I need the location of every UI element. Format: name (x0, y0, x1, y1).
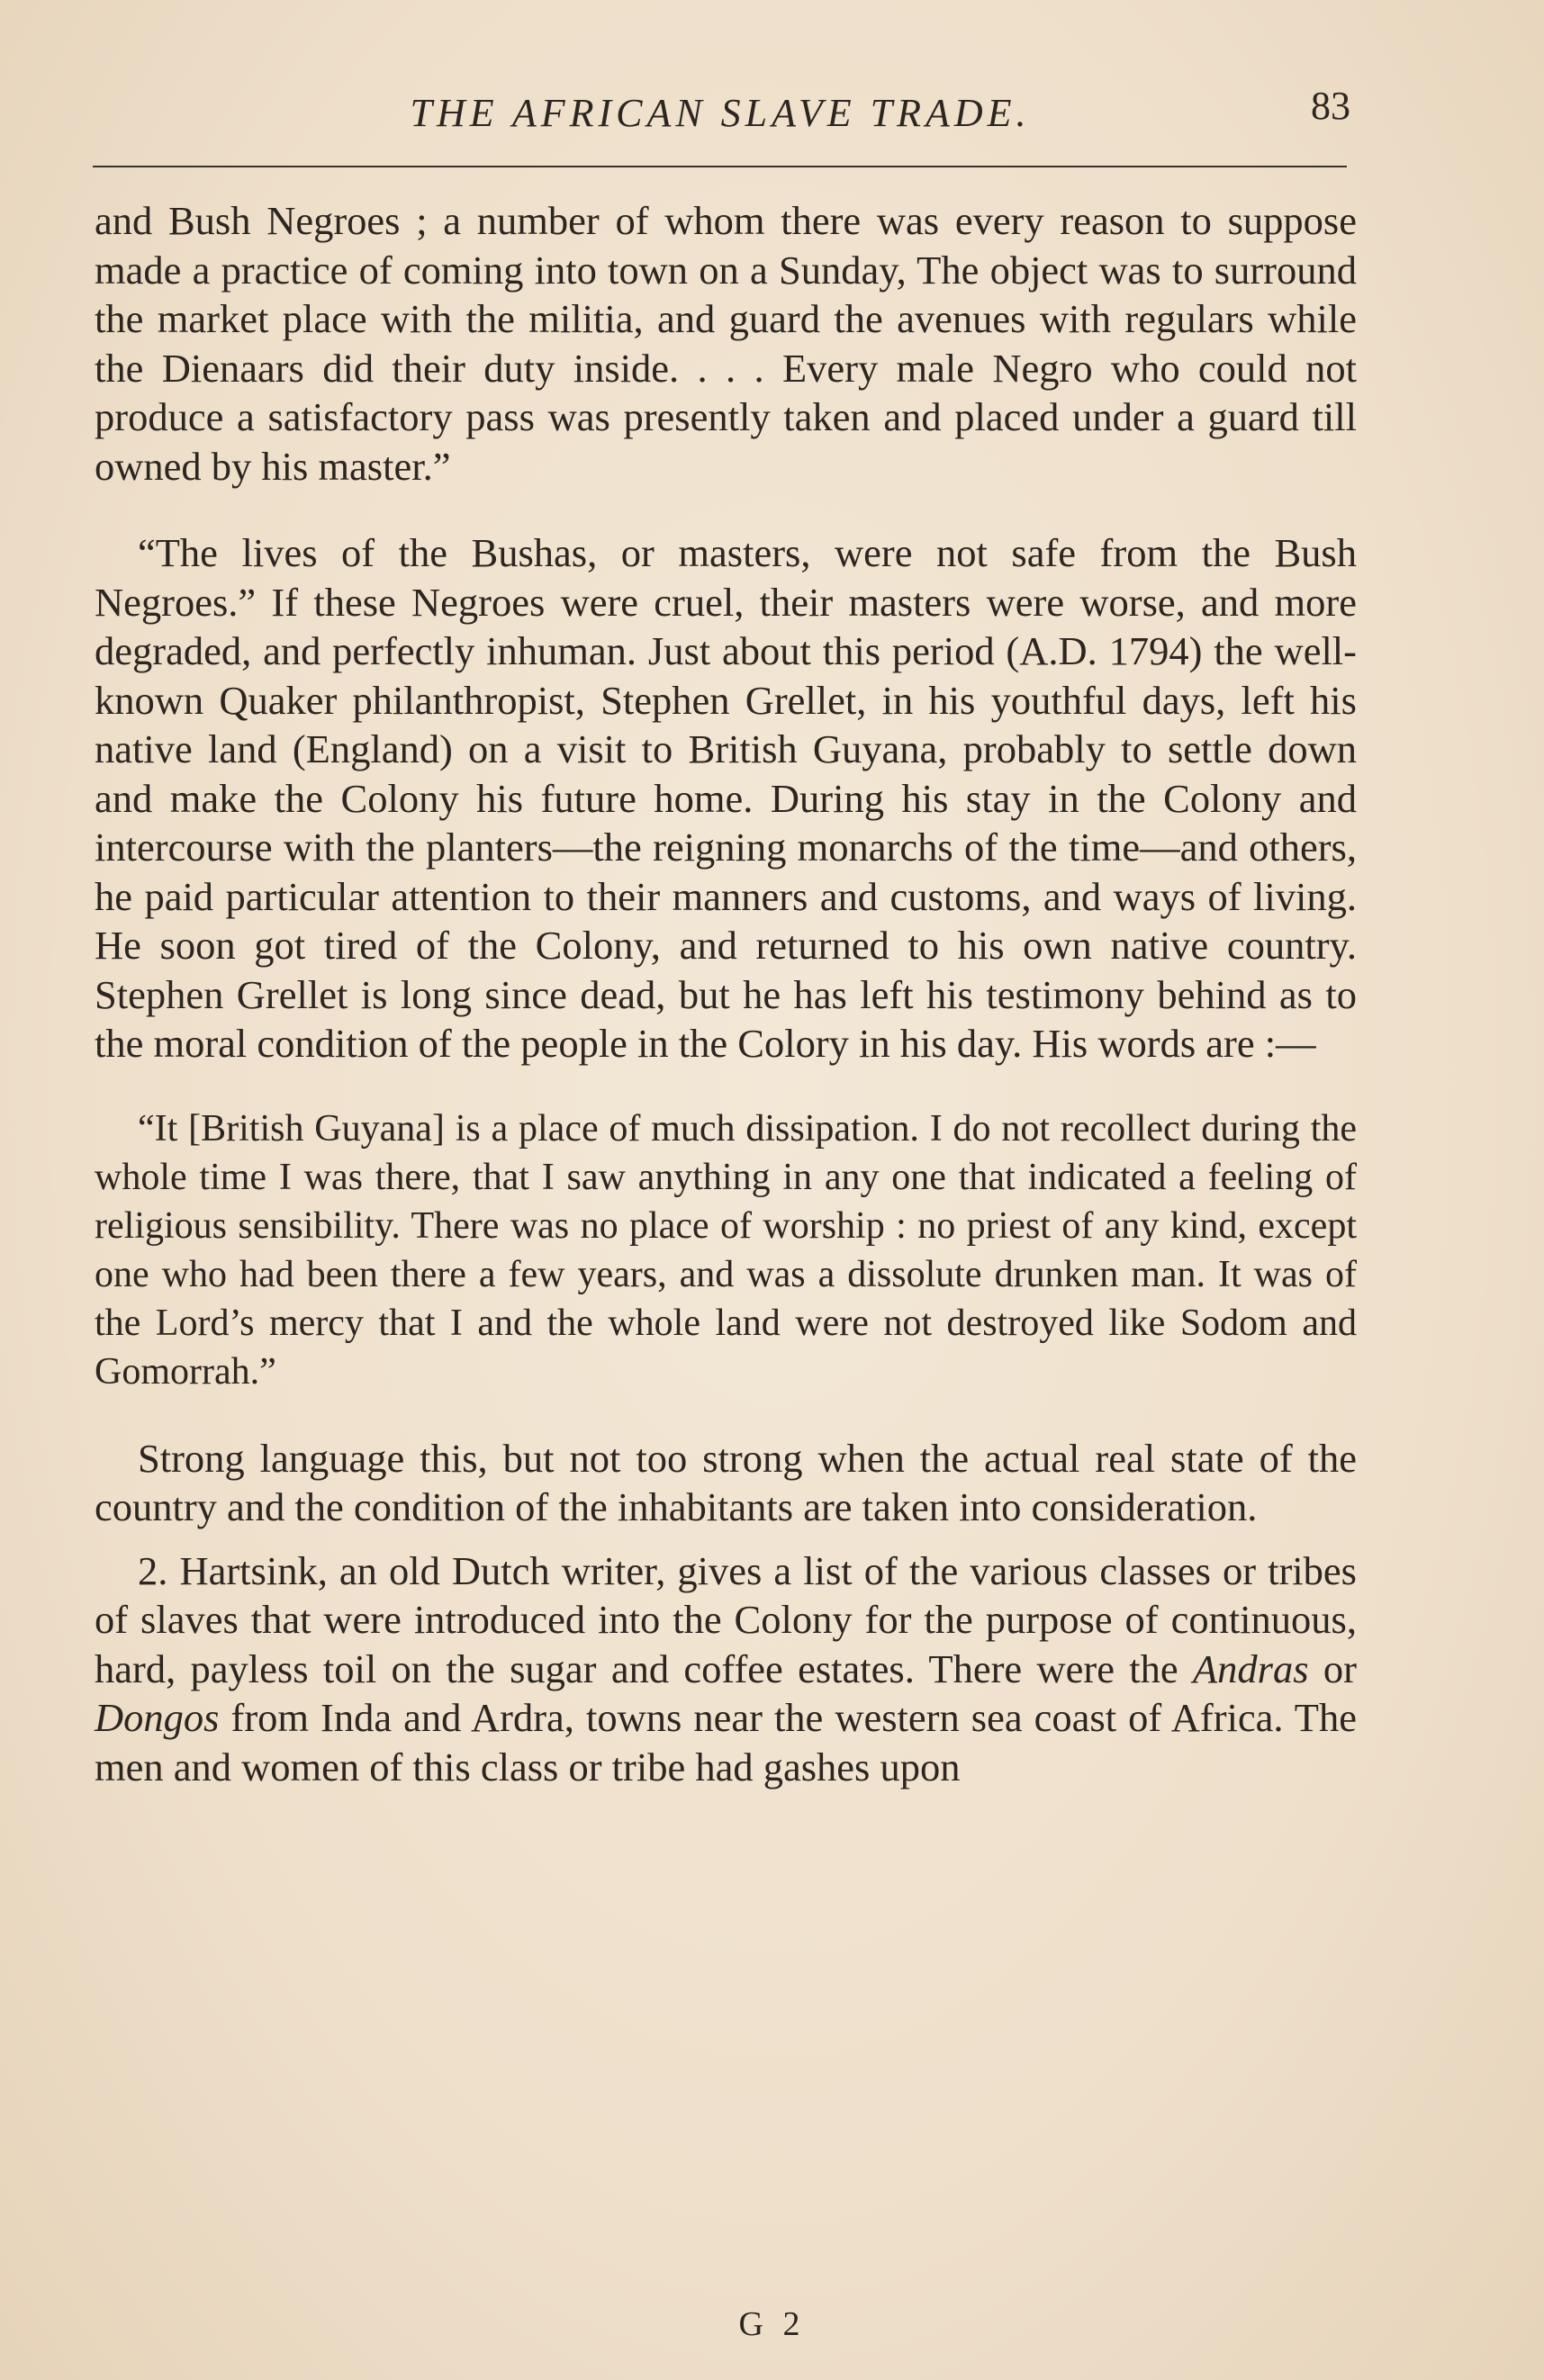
header-rule (93, 166, 1347, 167)
running-title: THE AFRICAN SLAVE TRADE. (410, 91, 1031, 135)
paragraph-2: “The lives of the Bushas, or masters, were not safe from the Bush Negroes.” If these Negroes were cruel, their masters were worse, and more degraded, and perfectly inhuman. Just about this period (A.D. 1794) the well-known Quaker philanthropist, Stephen Grellet, in his youthful days, left his native land (England) on a visit to British Guyana, probably to settle down and make the Colony his future home. During his stay in the Colony and intercourse with the planters—the reigning monarchs of the time—and others, he paid particular attention to their manners and customs, and ways of living. He soon got tired of the Colony, and returned to his own native country. Stephen Grellet is long since dead, but he has left his testimony behind as to the moral condition of the people in the Colory in his day. His words are :— (95, 530, 1357, 1066)
tribe-name-dongos: Dongos (95, 1695, 220, 1740)
quotation-paragraph: “It [British Guyana] is a place of much dissipation. I do not recollect during the whole time I was there, that I saw anything in any one that indicated a feeling of religious sensibility. There was no place of worship : no priest of any kind, except one who had been there a few years, and was a dissolute drunken man. It was of the Lord’s mercy that I and the whole land were not destroyed like Sodom and Gomorrah.” (95, 1107, 1357, 1393)
paragraph-5 (95, 1546, 1357, 1792)
paragraph-1: and Bush Negroes ; a number of whom there was every reason to suppose made a practice of coming into town on a Sunday, The object was to surround the market place with the militia, and guard the avenues with regulars while the Dienaars did their duty inside. . . . Every male Negro who could not produce a satisfactory pass was presently taken and placed under a guard till owned by his master.” (95, 198, 1357, 489)
body-text (95, 196, 1357, 1791)
running-head (90, 83, 1350, 155)
tribe-name-andras: Andras (1193, 1645, 1309, 1691)
page-number: 83 (1311, 84, 1350, 128)
paragraph-5-text-a: 2. Hartsink, an old Dutch writer, gives a list of the various classes or tribes of slaves that were introduced into the Colony for the purpose of continuous, hard, payless toil on the sugar and coffee estates. There were the (95, 1547, 1357, 1691)
signature-mark: G 2 (738, 2305, 806, 2343)
paragraph-5-text-b: or (1308, 1645, 1357, 1691)
paragraph-5-text-c: from Inda and Ardra, towns near the western sea coast of Africa. The men and women of this class or tribe had gashes upon (95, 1695, 1357, 1790)
paragraph-4: Strong language this, but not too strong when the actual real state of the country and the condition of the inhabitants are taken into consideration. (95, 1435, 1357, 1529)
